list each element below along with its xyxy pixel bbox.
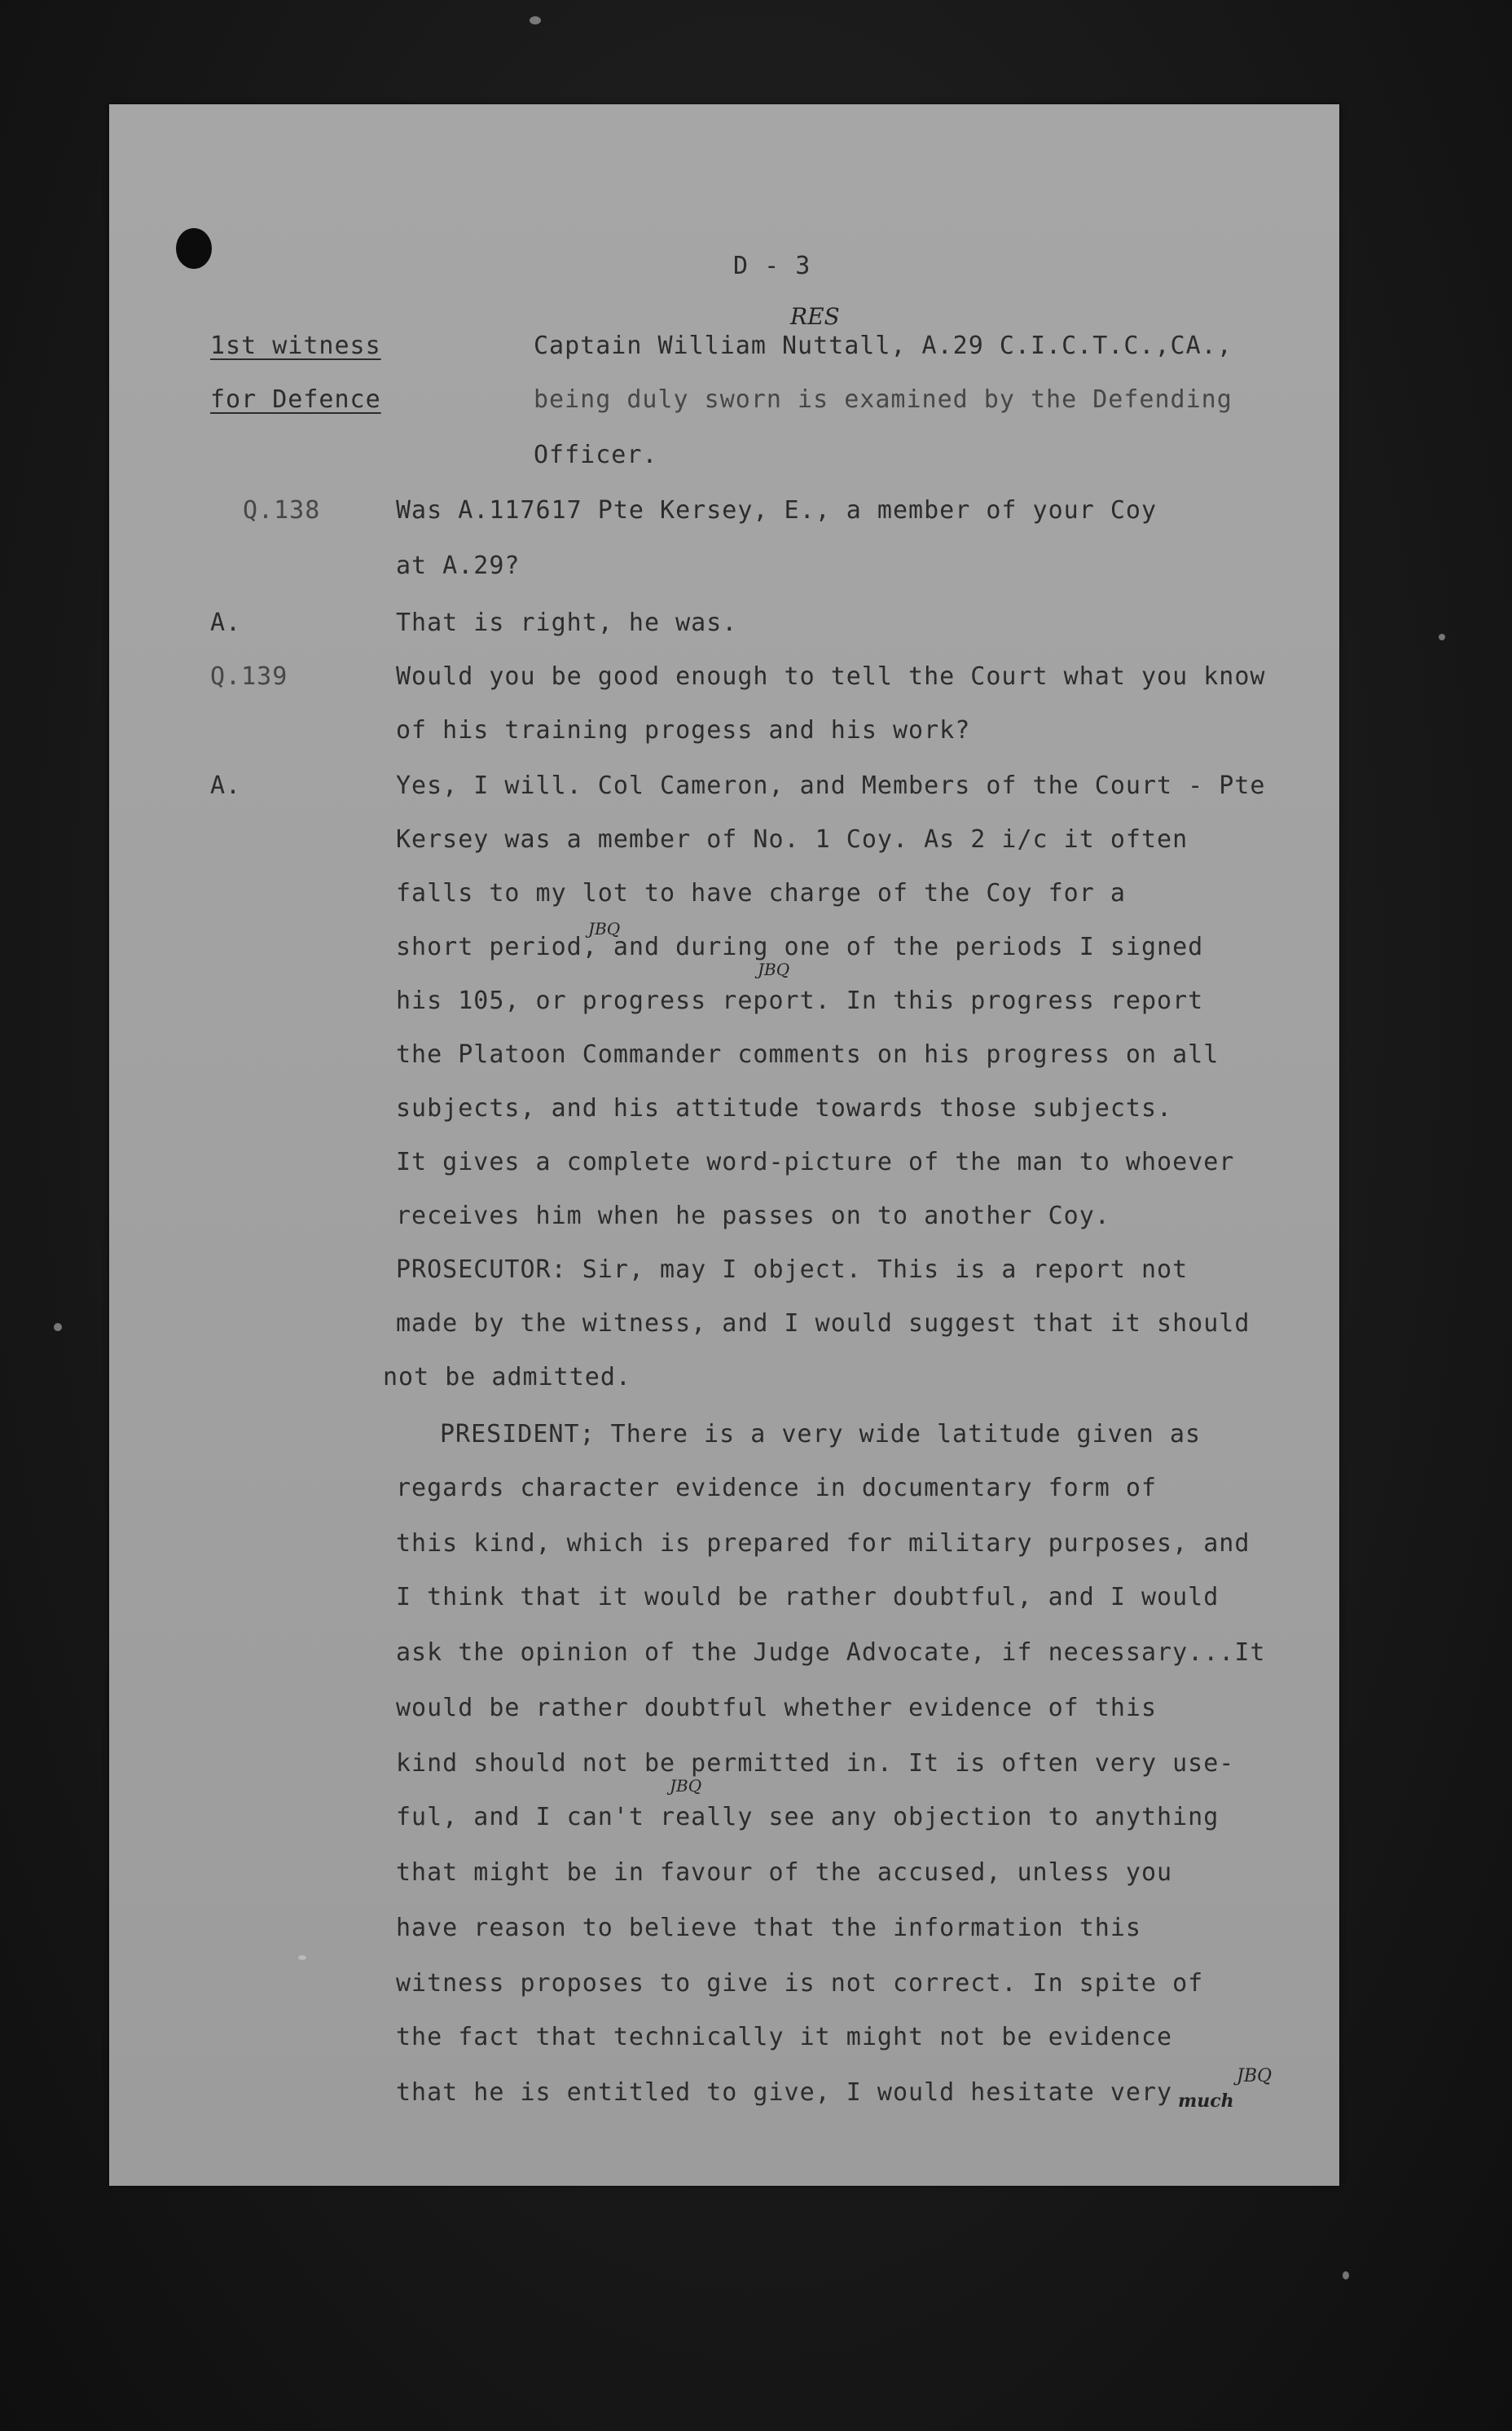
- answer-text-line: his 105, or progress report. In this progress report: [396, 987, 1204, 1015]
- answer-text-line: the Platoon Commander comments on his progress on all: [396, 1040, 1220, 1069]
- scan-speck: [1439, 634, 1445, 640]
- answer-text-line: short period, and during one of the periods I signed: [396, 933, 1204, 961]
- president-text-line: ask the opinion of the Judge Advocate, if necessary...It: [396, 1638, 1266, 1667]
- answer-text-line: That is right, he was.: [396, 609, 738, 637]
- page-number: D - 3: [733, 252, 811, 280]
- scan-speck: [530, 16, 541, 24]
- president-text-line: would be rather doubtful whether evidence of this: [396, 1694, 1158, 1722]
- answer-text-line: Yes, I will. Col Cameron, and Members of the Court - Pte: [396, 772, 1266, 800]
- scan-speck: [54, 1323, 62, 1331]
- president-text-line: ful, and I can't really see any objection to anything: [396, 1803, 1220, 1831]
- president-text-line: that he is entitled to give, I would hesitate very: [396, 2078, 1173, 2107]
- president-text-line: I think that it would be rather doubtful, and I would: [396, 1583, 1220, 1611]
- handwritten-initials: JBQ: [1237, 2066, 1272, 2086]
- answer-label: A.: [210, 609, 242, 637]
- question-label: Q.138: [243, 496, 321, 525]
- witness-heading-line2: being duly sworn is examined by the Defending: [534, 385, 1233, 414]
- answer-text-line: It gives a complete word-picture of the man to whoever: [396, 1148, 1235, 1176]
- scan-speck: [298, 1955, 306, 1960]
- president-text-line: regards character evidence in documentary form of: [396, 1474, 1158, 1502]
- answer-text-line: receives him when he passes on to another Coy.: [396, 1202, 1110, 1230]
- question-text-line: Was A.117617 Pte Kersey, E., a member of your Coy: [396, 496, 1158, 525]
- handwritten-initials: JBQ: [588, 919, 621, 939]
- answer-text-line: falls to my lot to have charge of the Coy for a: [396, 879, 1126, 908]
- witness-heading-line1: Captain William Nuttall, A.29 C.I.C.T.C.,CA.,: [534, 332, 1233, 360]
- scan-speck: [1343, 2271, 1349, 2279]
- witness-label-line2: for Defence: [210, 385, 381, 414]
- president-text-line: this kind, which is prepared for military purposes, and: [396, 1529, 1250, 1558]
- answer-text-line: Kersey was a member of No. 1 Coy. As 2 i/c it often: [396, 825, 1189, 854]
- answer-label: A.: [210, 772, 242, 800]
- president-text-line: have reason to believe that the information this: [396, 1914, 1141, 1942]
- answer-text-line: subjects, and his attitude towards those subjects.: [396, 1094, 1173, 1123]
- prosecutor-text-line: not be admitted.: [383, 1363, 631, 1391]
- question-text-line: of his training progess and his work?: [396, 716, 971, 745]
- handwritten-word: much: [1178, 2090, 1234, 2112]
- prosecutor-text-line: made by the witness, and I would suggest that it should: [396, 1309, 1250, 1338]
- question-text-line: Would you be good enough to tell the Court what you know: [396, 662, 1266, 691]
- question-text-line: at A.29?: [396, 552, 521, 580]
- witness-label-line1: 1st witness: [210, 332, 381, 360]
- president-text-line: PRESIDENT; There is a very wide latitude given as: [440, 1420, 1202, 1448]
- question-label: Q.139: [210, 662, 288, 691]
- handwritten-name-correction: RES: [790, 303, 840, 330]
- handwritten-initials: JBQ: [758, 960, 790, 979]
- president-text-line: that might be in favour of the accused, unless you: [396, 1858, 1173, 1887]
- handwritten-initials: JBQ: [670, 1776, 702, 1796]
- president-text-line: kind should not be permitted in. It is often very use-: [396, 1749, 1235, 1778]
- prosecutor-text-line: PROSECUTOR: Sir, may I object. This is a report not: [396, 1255, 1189, 1284]
- punch-hole: [176, 228, 212, 269]
- witness-heading-line3: Officer.: [534, 441, 658, 469]
- president-text-line: witness proposes to give is not correct. In spite of: [396, 1969, 1204, 1998]
- president-text-line: the fact that technically it might not be evidence: [396, 2023, 1173, 2051]
